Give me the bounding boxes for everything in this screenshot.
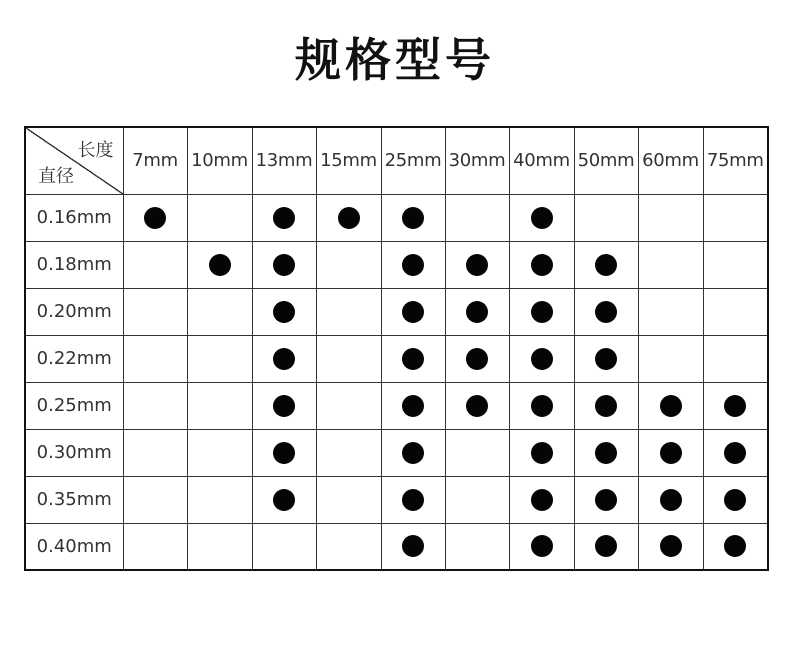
spec-cell <box>703 429 768 476</box>
spec-cell <box>381 194 445 241</box>
spec-cell <box>574 335 638 382</box>
page-title: 规格型号 <box>295 33 495 87</box>
available-dot-icon <box>402 395 424 417</box>
spec-cell <box>703 523 768 570</box>
diameter-cell: 0.30mm <box>25 429 123 476</box>
spec-cell <box>252 241 316 288</box>
spec-cell <box>316 335 381 382</box>
diameter-cell: 0.16mm <box>25 194 123 241</box>
spec-cell <box>316 194 381 241</box>
available-dot-icon <box>402 442 424 464</box>
spec-cell <box>509 335 574 382</box>
spec-cell <box>316 523 381 570</box>
spec-cell <box>445 476 509 523</box>
available-dot-icon <box>273 442 295 464</box>
spec-cell <box>316 476 381 523</box>
spec-cell <box>252 335 316 382</box>
spec-cell <box>381 476 445 523</box>
available-dot-icon <box>724 442 746 464</box>
available-dot-icon <box>595 395 617 417</box>
spec-cell <box>381 429 445 476</box>
available-dot-icon <box>531 301 553 323</box>
length-header-cell: 13mm <box>252 127 316 194</box>
available-dot-icon <box>531 348 553 370</box>
available-dot-icon <box>724 395 746 417</box>
available-dot-icon <box>273 207 295 229</box>
available-dot-icon <box>531 489 553 511</box>
spec-cell <box>187 382 252 429</box>
spec-cell <box>381 288 445 335</box>
available-dot-icon <box>273 395 295 417</box>
diameter-cell: 0.20mm <box>25 288 123 335</box>
length-header-cell: 75mm <box>703 127 768 194</box>
spec-cell <box>123 241 187 288</box>
spec-cell <box>638 241 703 288</box>
spec-cell <box>316 241 381 288</box>
available-dot-icon <box>724 535 746 557</box>
available-dot-icon <box>724 489 746 511</box>
available-dot-icon <box>466 301 488 323</box>
spec-cell <box>509 429 574 476</box>
spec-cell <box>123 523 187 570</box>
available-dot-icon <box>273 489 295 511</box>
spec-cell <box>574 241 638 288</box>
length-header-cell: 30mm <box>445 127 509 194</box>
table-row <box>25 288 768 335</box>
diameter-cell: 0.18mm <box>25 241 123 288</box>
table-row <box>25 241 768 288</box>
available-dot-icon <box>466 395 488 417</box>
available-dot-icon <box>273 301 295 323</box>
available-dot-icon <box>595 348 617 370</box>
available-dot-icon <box>595 489 617 511</box>
spec-cell <box>445 194 509 241</box>
spec-cell <box>187 523 252 570</box>
length-header-cell: 10mm <box>187 127 252 194</box>
available-dot-icon <box>660 489 682 511</box>
available-dot-icon <box>531 254 553 276</box>
spec-cell <box>509 523 574 570</box>
available-dot-icon <box>402 254 424 276</box>
length-header-cell: 7mm <box>123 127 187 194</box>
spec-cell <box>252 194 316 241</box>
spec-cell <box>187 288 252 335</box>
spec-cell <box>703 382 768 429</box>
available-dot-icon <box>273 348 295 370</box>
spec-cell <box>509 382 574 429</box>
spec-cell <box>381 241 445 288</box>
diameter-cell: 0.25mm <box>25 382 123 429</box>
diameter-cell: 0.35mm <box>25 476 123 523</box>
diameter-cell: 0.22mm <box>25 335 123 382</box>
spec-cell <box>187 241 252 288</box>
length-header-cell: 15mm <box>316 127 381 194</box>
corner-header-cell <box>25 127 123 194</box>
spec-cell <box>123 382 187 429</box>
spec-cell <box>316 429 381 476</box>
spec-cell <box>445 382 509 429</box>
spec-cell <box>638 382 703 429</box>
available-dot-icon <box>402 301 424 323</box>
available-dot-icon <box>595 442 617 464</box>
spec-cell <box>638 523 703 570</box>
spec-cell <box>252 288 316 335</box>
spec-cell <box>574 476 638 523</box>
spec-cell <box>445 241 509 288</box>
spec-cell <box>252 523 316 570</box>
available-dot-icon <box>144 207 166 229</box>
spec-cell <box>445 523 509 570</box>
spec-cell <box>187 194 252 241</box>
available-dot-icon <box>531 442 553 464</box>
diameter-cell: 0.40mm <box>25 523 123 570</box>
spec-cell <box>638 476 703 523</box>
spec-cell <box>574 429 638 476</box>
spec-cell <box>123 335 187 382</box>
available-dot-icon <box>209 254 231 276</box>
spec-cell <box>638 194 703 241</box>
spec-cell <box>445 288 509 335</box>
spec-cell <box>252 429 316 476</box>
available-dot-icon <box>595 301 617 323</box>
diameter-axis-label: 直径 <box>38 165 74 187</box>
spec-table <box>24 126 769 571</box>
spec-cell <box>187 476 252 523</box>
spec-cell <box>316 288 381 335</box>
available-dot-icon <box>660 442 682 464</box>
spec-cell <box>574 194 638 241</box>
available-dot-icon <box>402 489 424 511</box>
length-header-cell: 40mm <box>509 127 574 194</box>
length-axis-label: 长度 <box>77 140 114 161</box>
available-dot-icon <box>660 395 682 417</box>
spec-cell <box>703 476 768 523</box>
available-dot-icon <box>402 207 424 229</box>
spec-cell <box>638 429 703 476</box>
spec-cell <box>703 241 768 288</box>
spec-cell <box>123 288 187 335</box>
spec-cell <box>123 429 187 476</box>
spec-cell <box>638 335 703 382</box>
available-dot-icon <box>466 254 488 276</box>
spec-cell <box>703 194 768 241</box>
spec-cell <box>252 476 316 523</box>
table-row <box>25 382 768 429</box>
spec-cell <box>509 241 574 288</box>
spec-cell <box>123 194 187 241</box>
available-dot-icon <box>595 535 617 557</box>
spec-cell <box>509 476 574 523</box>
available-dot-icon <box>466 348 488 370</box>
spec-cell <box>509 288 574 335</box>
available-dot-icon <box>338 207 360 229</box>
available-dot-icon <box>595 254 617 276</box>
spec-cell <box>381 335 445 382</box>
spec-cell <box>445 429 509 476</box>
available-dot-icon <box>273 254 295 276</box>
available-dot-icon <box>531 535 553 557</box>
spec-cell <box>703 335 768 382</box>
spec-cell <box>316 382 381 429</box>
spec-cell <box>381 523 445 570</box>
length-header-cell: 60mm <box>638 127 703 194</box>
spec-cell <box>638 288 703 335</box>
available-dot-icon <box>531 395 553 417</box>
spec-cell <box>703 288 768 335</box>
spec-cell <box>574 382 638 429</box>
spec-cell <box>187 429 252 476</box>
spec-cell <box>509 194 574 241</box>
available-dot-icon <box>531 207 553 229</box>
spec-cell <box>445 335 509 382</box>
spec-cell <box>187 335 252 382</box>
spec-cell <box>123 476 187 523</box>
available-dot-icon <box>402 535 424 557</box>
length-header-cell: 25mm <box>381 127 445 194</box>
spec-cell <box>252 382 316 429</box>
available-dot-icon <box>402 348 424 370</box>
length-header-cell: 50mm <box>574 127 638 194</box>
table-header-row <box>25 127 768 194</box>
available-dot-icon <box>660 535 682 557</box>
table-row <box>25 429 768 476</box>
spec-cell <box>381 382 445 429</box>
spec-cell <box>574 288 638 335</box>
spec-cell <box>574 523 638 570</box>
table-row <box>25 523 768 570</box>
table-body <box>25 194 768 570</box>
table-row <box>25 194 768 241</box>
table-row <box>25 476 768 523</box>
table-row <box>25 335 768 382</box>
